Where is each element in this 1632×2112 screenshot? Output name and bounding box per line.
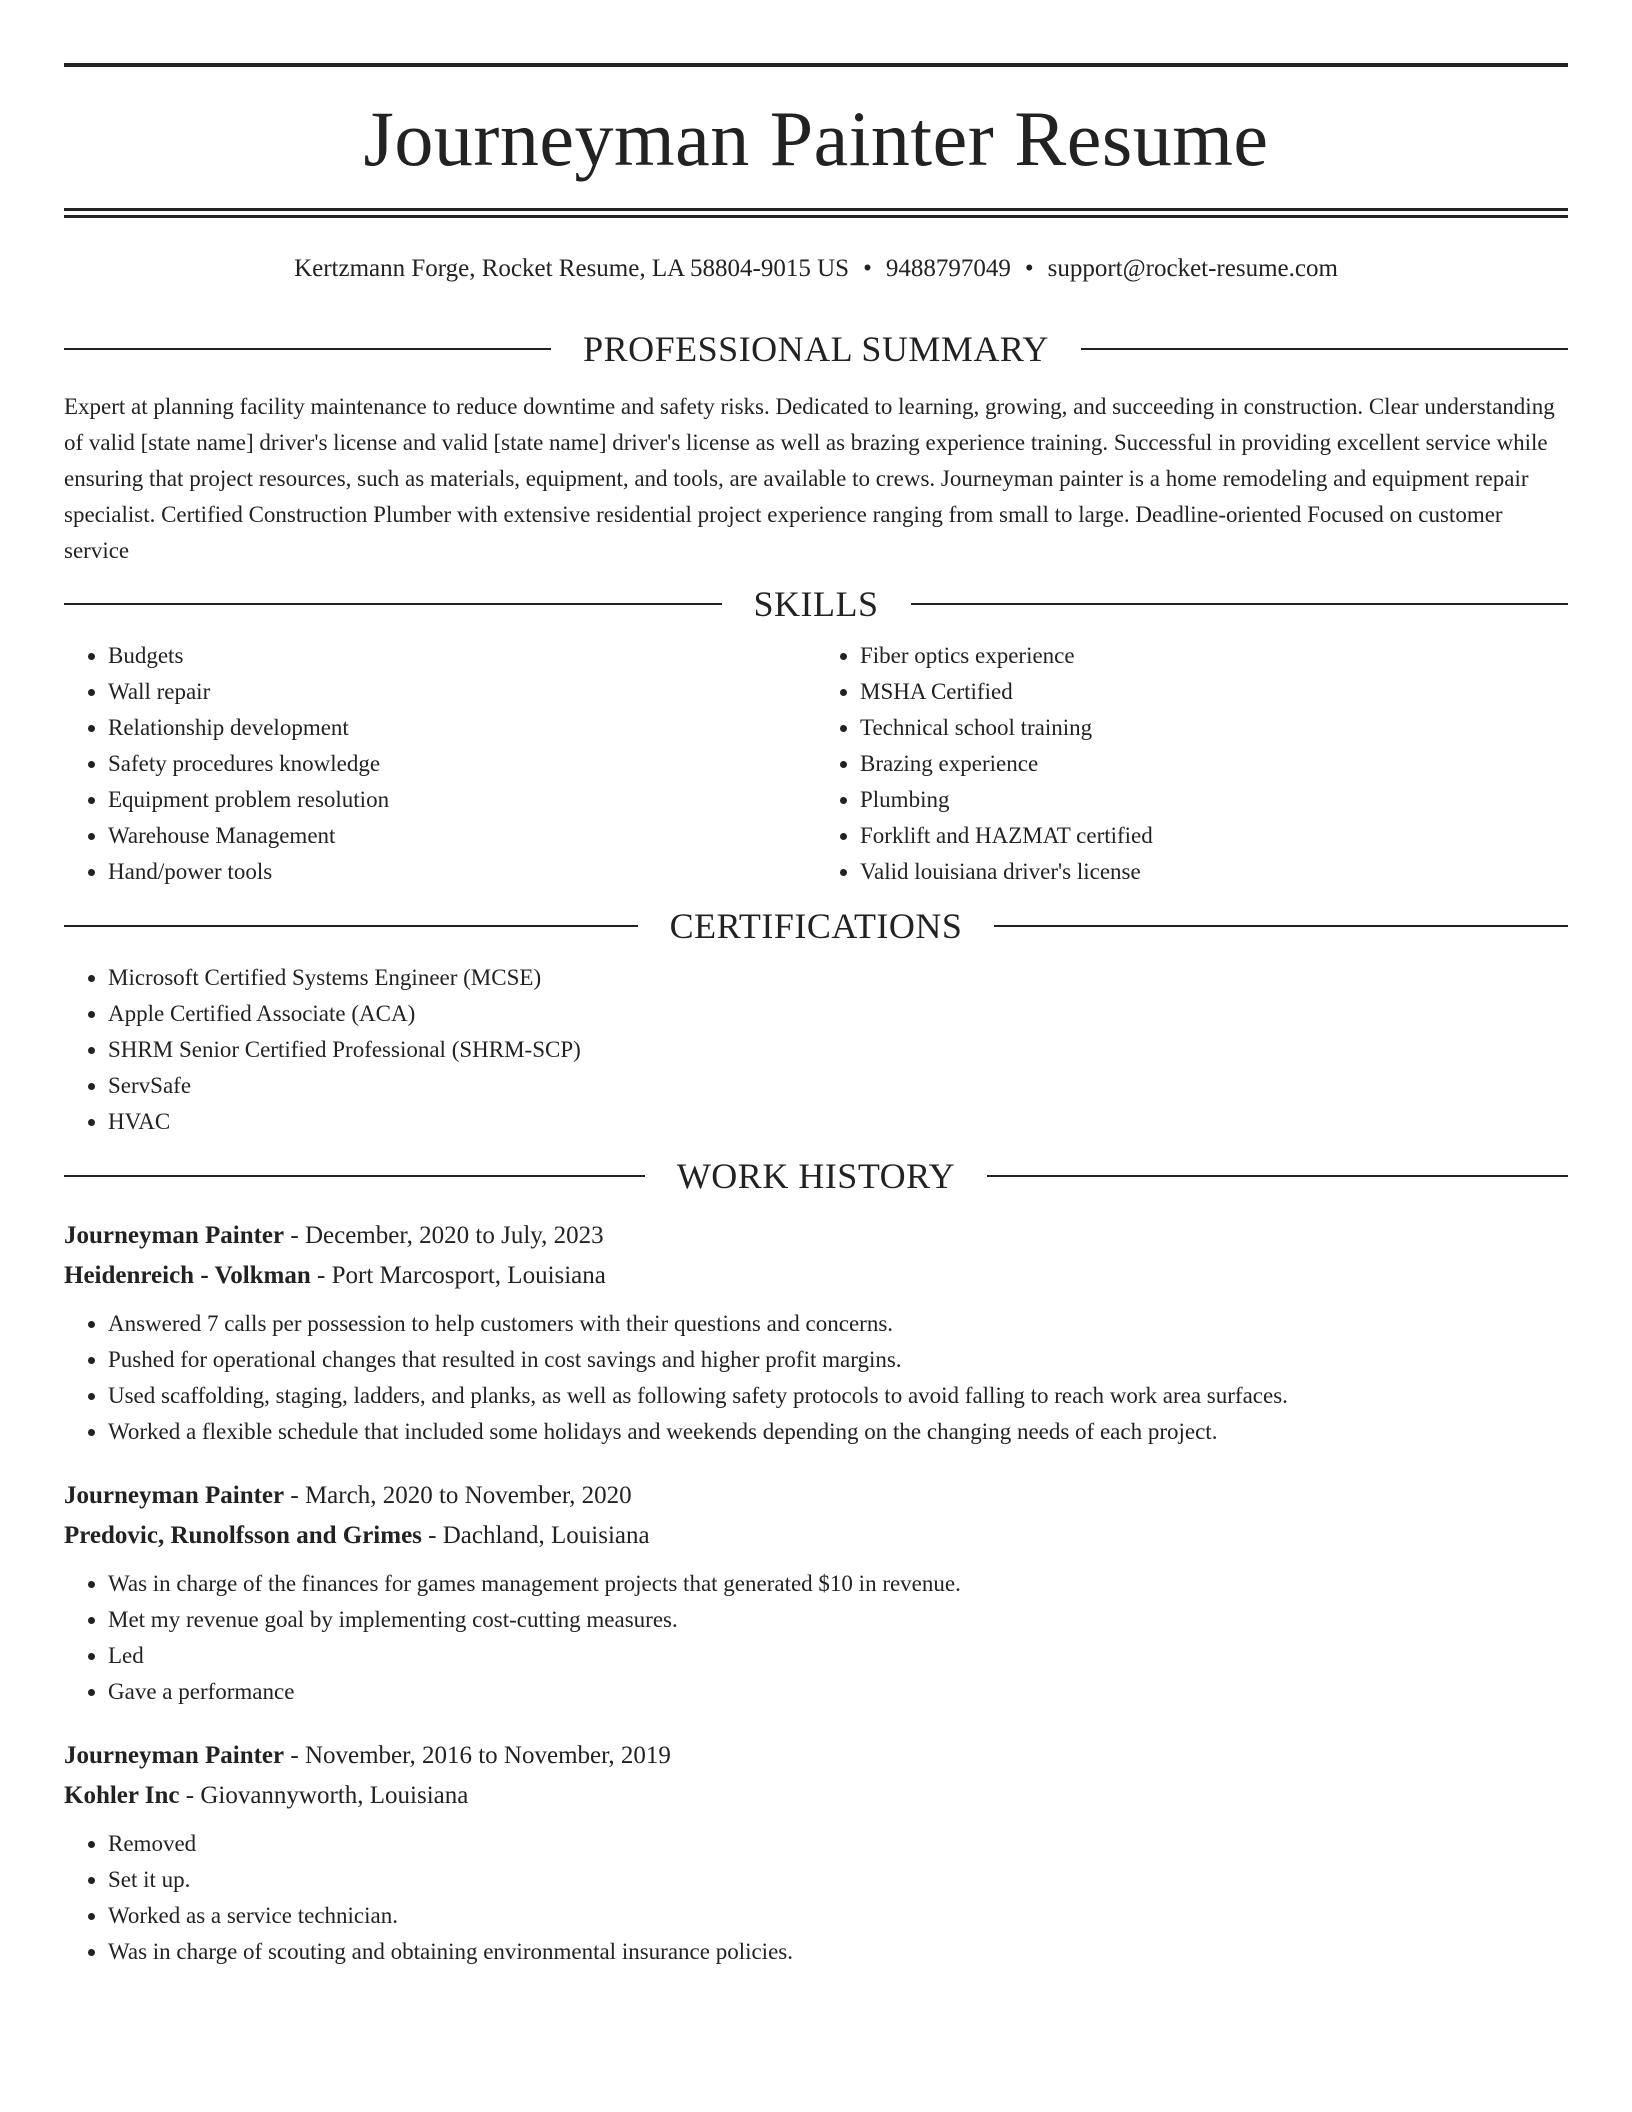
skill-item: • Valid louisiana driver's license — [860, 854, 1568, 890]
job-company: Predovic, Runolfsson and Grimes — [64, 1522, 422, 1549]
skills-list-right — [816, 638, 1568, 890]
section-rule-left — [64, 925, 638, 927]
skill-item: • Relationship development — [108, 710, 816, 746]
job-title-line — [64, 1476, 1568, 1516]
skill-item: • Plumbing — [860, 782, 1568, 818]
job-bullet: • Worked as a service technician. — [108, 1898, 1568, 1934]
job-company-line — [64, 1516, 1568, 1556]
title-double-rule — [64, 208, 1568, 218]
contact-phone: 9488797049 — [885, 255, 1011, 282]
summary-section-title: PROFESSIONAL SUMMARY — [583, 329, 1049, 369]
section-rule-right — [987, 1175, 1568, 1177]
job-bullet-list — [64, 1566, 1568, 1710]
contact-separator: • — [1024, 255, 1034, 282]
work-history-section-title: WORK HISTORY — [676, 1156, 956, 1196]
section-rule-left — [64, 348, 551, 350]
job-bullet-list — [64, 1826, 1568, 1970]
job-bullet: • Was in charge of scouting and obtaining environmental insurance policies. — [108, 1934, 1568, 1970]
job-dates: - March, 2020 to November, 2020 — [284, 1482, 632, 1509]
job-company-line — [64, 1256, 1568, 1296]
summary-section-header — [64, 331, 1568, 367]
skills-column-right — [816, 638, 1568, 890]
job-company: Heidenreich - Volkman — [64, 1262, 311, 1289]
certifications-section-title: CERTIFICATIONS — [669, 906, 963, 946]
job-entry — [64, 1736, 1568, 1970]
certifications-section-header — [64, 908, 1568, 944]
skills-section-header — [64, 586, 1568, 622]
skills-list-left — [64, 638, 816, 890]
job-dates: - November, 2016 to November, 2019 — [284, 1742, 671, 1769]
section-rule-left — [64, 1175, 645, 1177]
job-bullet: • Met my revenue goal by implementing cost-cutting measures. — [108, 1602, 1568, 1638]
skill-item: • Safety procedures knowledge — [108, 746, 816, 782]
skills-column-left — [64, 638, 816, 890]
summary-text: Expert at planning facility maintenance to reduce downtime and safety risks. Dedicated to learning, growing, and succeeding in construction. Clear understanding of valid [state name] driver's license and valid [state name] driver's license as well as brazing experience training. Successful in providing excellent service while ensuring that project resources, such as materials, equipment, and tools, are available to crews. Journeyman painter is a home remodeling and equipment repair specialist. Certified Construction Plumber with extensive residential project experience ranging from small to large. Deadline-oriented Focused on customer service — [64, 394, 1555, 563]
job-entry — [64, 1476, 1568, 1710]
skill-item: • Hand/power tools — [108, 854, 816, 890]
job-bullet-list — [64, 1306, 1568, 1450]
resume-title: Journeyman Painter Resume — [363, 95, 1269, 182]
section-rule-right — [911, 603, 1569, 605]
top-rule — [64, 63, 1568, 67]
job-bullet: • Pushed for operational changes that resulted in cost savings and higher profit margins. — [108, 1342, 1568, 1378]
job-location: - Giovannyworth, Louisiana — [179, 1782, 469, 1809]
job-location: - Dachland, Louisiana — [421, 1522, 650, 1549]
job-company: Kohler Inc — [64, 1782, 180, 1809]
certification-item: • ServSafe — [108, 1068, 1568, 1104]
job-location: - Port Marcosport, Louisiana — [310, 1262, 606, 1289]
section-rule-right — [1081, 348, 1568, 350]
skill-item: • Fiber optics experience — [860, 638, 1568, 674]
skill-item: • MSHA Certified — [860, 674, 1568, 710]
certification-item: • Microsoft Certified Systems Engineer (MCSE) — [108, 960, 1568, 996]
job-title-line — [64, 1216, 1568, 1256]
job-company-line — [64, 1776, 1568, 1816]
job-entry — [64, 1216, 1568, 1450]
job-dates: - December, 2020 to July, 2023 — [284, 1222, 604, 1249]
job-bullet: • Worked a flexible schedule that included some holidays and weekends depending on the changing needs of each project. — [108, 1414, 1568, 1450]
skill-item: • Equipment problem resolution — [108, 782, 816, 818]
skill-item: • Forklift and HAZMAT certified — [860, 818, 1568, 854]
job-title-line — [64, 1736, 1568, 1776]
skill-item: • Budgets — [108, 638, 816, 674]
job-title: Journeyman Painter — [64, 1742, 285, 1769]
section-rule-left — [64, 603, 722, 605]
contact-line — [64, 254, 1568, 284]
certification-item: • Apple Certified Associate (ACA) — [108, 996, 1568, 1032]
work-history-section-header — [64, 1158, 1568, 1194]
skill-item: • Warehouse Management — [108, 818, 816, 854]
job-title: Journeyman Painter — [64, 1482, 285, 1509]
job-bullet: • Set it up. — [108, 1862, 1568, 1898]
skill-item: • Wall repair — [108, 674, 816, 710]
contact-email[interactable]: support@rocket-resume.com — [1047, 255, 1338, 282]
certification-item: • SHRM Senior Certified Professional (SHRM-SCP) — [108, 1032, 1568, 1068]
section-rule-right — [994, 925, 1568, 927]
skills-columns — [64, 638, 1568, 890]
skill-item: • Technical school training — [860, 710, 1568, 746]
contact-address: Kertzmann Forge, Rocket Resume, LA 58804-9015 US — [294, 255, 850, 282]
job-bullet: • Used scaffolding, staging, ladders, and planks, as well as following safety protocols to avoid falling to reach work area surfaces. — [108, 1378, 1568, 1414]
contact-separator: • — [863, 255, 872, 282]
skill-item: • Brazing experience — [860, 746, 1568, 782]
certification-item: • HVAC — [108, 1104, 1568, 1140]
job-title: Journeyman Painter — [64, 1222, 285, 1249]
job-bullet: • Was in charge of the finances for games management projects that generated $10 in revenue. — [108, 1566, 1568, 1602]
job-bullet: • Gave a performance — [108, 1674, 1568, 1710]
certifications-list — [64, 960, 1568, 1140]
skills-section-title: SKILLS — [753, 584, 879, 624]
job-bullet: • Led — [108, 1638, 1568, 1674]
job-bullet: • Answered 7 calls per possession to help customers with their questions and concerns. — [108, 1306, 1568, 1342]
job-bullet: • Removed — [108, 1826, 1568, 1862]
